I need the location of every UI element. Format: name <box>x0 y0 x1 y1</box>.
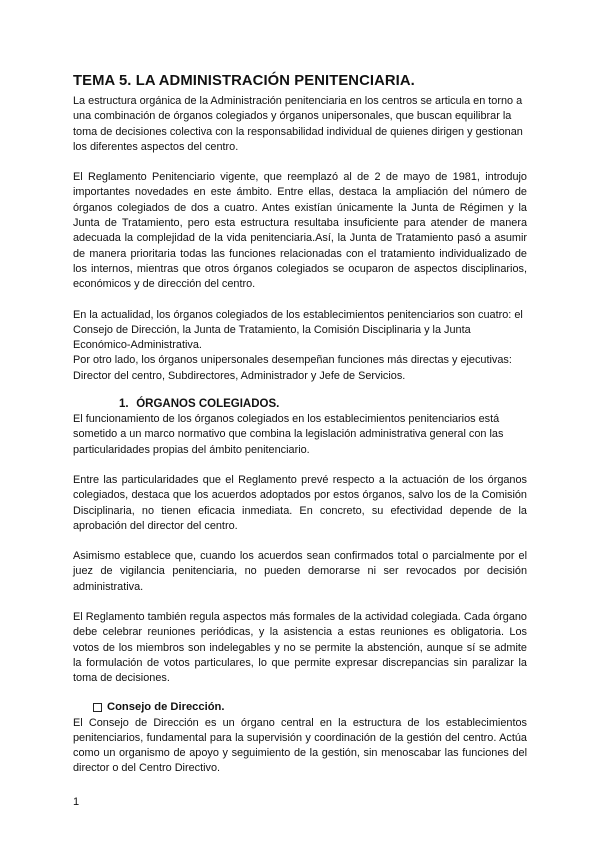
paragraph-formales: El Reglamento también regula aspectos más formales de la actividad colegiada. Cada órgano debe celebrar reuniones periódicas, y la asistencia a estas reuniones es obligatoria. Los votos de los miembros son indelegables y no se permite la abstención, aunque sí se admite la formulación de votos particulares, lo que permite expresar discrepancias sin paralizar la toma de decisiones. <box>73 611 527 685</box>
page-title: TEMA 5. LA ADMINISTRACIÓN PENITENCIARIA. <box>73 73 415 89</box>
paragraph-reglamento: El Reglamento Penitenciario vigente, que reemplazó al de 2 de mayo de 1981, introdujo importantes novedades en este ámbito. Entre ellas, destaca la ampliación del número de órganos colegiados de dos a cuatro. Antes existían únicamente la Junta de Régimen y la Junta de Tratamiento, pero esta estructura resultaba insuficiente para atender de manera adecuada la complejidad de la vida penitenciaria.Así, la Junta de Tratamiento pasó a asumir de manera prioritaria todas las funciones relacionadas con el tratamiento individualizado de los internos, mientras que otros órganos colegiados se ocuparon de aspectos disciplinarios, económicos y de dirección del centro. <box>73 171 527 291</box>
section-heading-organos-colegiados <box>73 397 527 412</box>
paragraph-marco: El funcionamiento de los órganos colegiados en los establecimientos penitenciarios está sometido a un marco normativo que combina la legislación administrativa general con las particularidades propias del ámbito penitenciario. <box>73 413 504 456</box>
section-number: 1. <box>119 398 129 411</box>
paragraph-unipersonales: Por otro lado, los órganos unipersonales desempeñan funciones más directas y ejecutivas: Director del centro, Subdirectores, Administrador y Jefe de Servicios. <box>73 354 512 382</box>
paragraph-intro: La estructura orgánica de la Administración penitenciaria en los centros se articula en torno a una combinación de órganos colegiados y órganos unipersonales, que buscan equilibrar la toma de decisiones colectiva con la responsabilidad individual de quienes dirigen y gestionan los diferentes aspectos del centro. <box>73 95 523 153</box>
paragraph-actualidad: En la actualidad, los órganos colegiados de los establecimientos penitenciarios son cuatro: el Consejo de Dirección, la Junta de Tratamiento, la Comisión Disciplinaria y la Junta Económico-Administrativa. <box>73 308 523 352</box>
paragraph-particularidades: Entre las particularidades que el Reglamento prevé respecto a la actuación de los órganos colegiados, destaca que los acuerdos adoptados por estos órganos, salvo los de la Comisión Disciplinaria, no tienen eficacia inmediata. En concreto, su efectividad depende de la aprobación del director del centro. <box>73 473 527 532</box>
paragraph-consejo: El Consejo de Dirección es un órgano central en la estructura de los establecimientos penitenciarios, fundamental para la supervisión y coordinación de la gestión del centro. Actúa como un organismo de apoyo y seguimiento de la gestión, sin menoscabar las funciones del director o del Centro Directivo. <box>73 716 527 775</box>
subheading-label: Consejo de Dirección. <box>107 700 225 713</box>
paragraph-asimismo: Asimismo establece que, cuando los acuerdos sean confirmados total o parcialmente por el juez de vigilancia penitenciaria, no pueden demorarse ni ser revocados por decisión administrativa. <box>73 550 527 593</box>
page-number: 1 <box>73 796 80 808</box>
section-label: ÓRGANOS COLEGIADOS. <box>136 398 280 411</box>
subheading-consejo-direccion <box>73 700 527 715</box>
checkbox-icon <box>93 703 102 712</box>
